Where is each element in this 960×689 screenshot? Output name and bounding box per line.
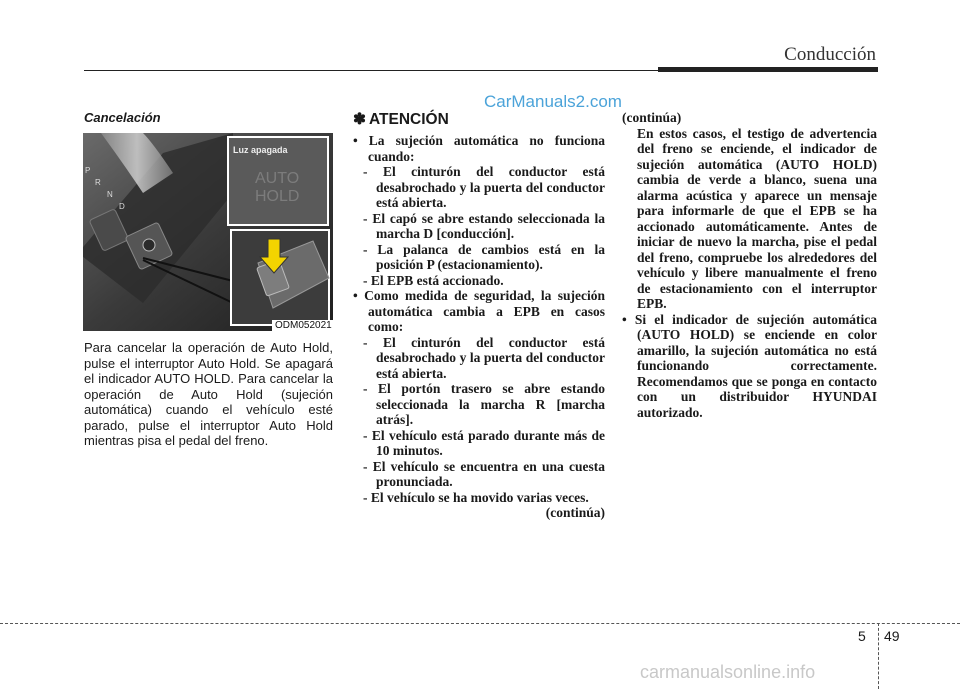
- gear-letter-p: P: [85, 166, 91, 175]
- list-item: - La palanca de cambios está en la posición P (estacionamiento).: [363, 241, 605, 272]
- list-item: - El vehículo se encuentra en una cuesta pronunciada.: [363, 458, 605, 489]
- star-icon: ✽: [353, 111, 366, 128]
- header-rule-accent: [658, 67, 878, 72]
- gear-letter-n: N: [107, 190, 113, 199]
- footer-rule: [0, 623, 960, 624]
- attention-bullet-1: • La sujeción automática no funciona cuando:: [353, 133, 605, 164]
- list-item: - El portón trasero se abre estando seleccionada la marcha R [marcha atrás].: [363, 381, 605, 427]
- attention-heading: [353, 110, 605, 129]
- continued-bullet: • Si el indicador de sujeción automática (AUTO HOLD) se enciende en color amarillo, la sujeción automática no está funcionando correctamente. Recomendamos que se ponga en contacto con un distribuidor HYUNDAI autorizado.: [622, 311, 877, 420]
- inset-label: Luz apagada: [233, 145, 288, 155]
- attention-title: ATENCIÓN: [369, 111, 449, 128]
- continued-paragraph: En estos casos, el testigo de advertencia del freno se enciende, el indicador de sujeción automática (AUTO HOLD) cambia de verde a blanco, suena una alarma acústica y aparece un mensaje para informarle de que el EPB se ha accionado automáticamente. Antes de iniciar de nuevo la marcha, pise el pedal del freno, compruebe los alrededores del vehículo y libere manualmente el freno de estacionamiento con el interruptor EPB.: [637, 125, 877, 311]
- body-paragraph: Para cancelar la operación de Auto Hold, pulse el interruptor Auto Hold. Se apagará el indicador AUTO HOLD. Para cancelar la operación de Auto Hold (sujeción automática) cuando el vehículo esté parado, pulse el interruptor Auto Hold mientras pisa el pedal del freno.: [84, 340, 333, 448]
- section-title: Cancelación: [84, 110, 161, 125]
- console-illustration: [83, 133, 333, 331]
- page-number: 49: [884, 628, 900, 644]
- list-item: - El capó se abre estando seleccionada la marcha D [conducción].: [363, 210, 605, 241]
- list-item: - El EPB está accionado.: [363, 272, 504, 288]
- continued-label: (continúa): [622, 110, 682, 125]
- auto-hold-indicator-line2: HOLD: [255, 188, 300, 205]
- chapter-number: 5: [858, 628, 866, 644]
- continued-note: (continúa): [545, 505, 605, 520]
- list-item: - El cinturón del conductor está desabrochado y la puerta del conductor está abierta.: [363, 164, 605, 210]
- footer-divider: [878, 623, 879, 689]
- list-item: - El vehículo se ha movido varias veces.: [363, 489, 589, 505]
- continued-column: [622, 110, 877, 420]
- watermark-bottom: carmanualsonline.info: [640, 662, 816, 682]
- list-item: - El vehículo está parado durante más de 10 minutos.: [363, 427, 605, 458]
- list-item: - El cinturón del conductor está desabrochado y la puerta del conductor está abierta.: [363, 334, 605, 381]
- attention-column: [353, 110, 605, 521]
- gear-letter-r: R: [95, 178, 101, 187]
- gear-letter-d: D: [119, 202, 125, 211]
- running-header-title: Conducción: [784, 44, 876, 65]
- attention-bullet-2: • Como medida de seguridad, la sujeción automática cambia a EPB en casos como:: [353, 288, 605, 334]
- auto-hold-indicator-line1: AUTO: [255, 170, 300, 187]
- auto-hold-figure: [83, 133, 333, 331]
- watermark-top: CarManuals2.com: [484, 92, 622, 111]
- figure-code: ODM052021: [272, 320, 335, 331]
